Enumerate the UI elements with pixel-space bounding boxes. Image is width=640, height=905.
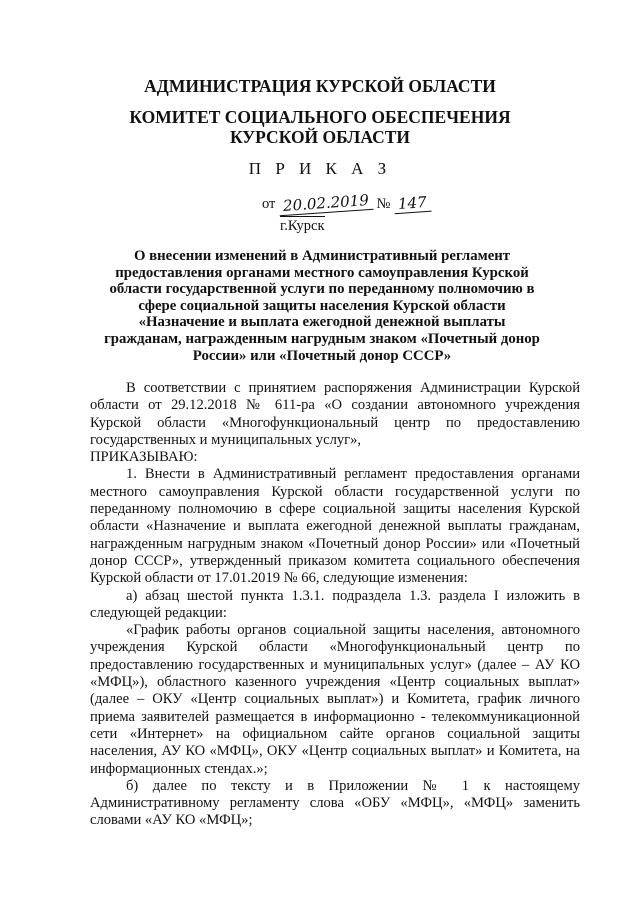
- paragraph-item-1: 1. Внести в Административный регламент предоставления органами местного самоуправления Курской области государственной услуги по переданному полномочию в сфере социальной защиты населения Курской области «Назначение и выплата ежегодной денежной выплаты гражданам, награжденным нагрудным знаком «Почетный донор России» или «Почетный донор СССР», утвержденный приказом комитета социального обеспечения Курской области от 17.01.2019 № 66, следующие изменения:: [90, 466, 580, 587]
- paragraph-preamble: В соответствии с принятием распоряжения Администрации Курской области от 29.12.2018 № 611-ра «О создании автономного учреждения Курской области «Многофункциональный центр по предоставлению государственных и муниципальных услуг»,: [90, 380, 580, 448]
- handwritten-number: 147: [393, 193, 431, 215]
- order-title: О внесении изменений в Административный регламент предоставления органами местного самоуправления Курской области государственной услуги по переданному полномочию в сфере социальной защиты населения Курской области «Назначение и выплата ежегодной денежной выплаты гражданам, награжденным нагрудным знаком «Почетный донор России» или «Почетный донор СССР»: [104, 248, 540, 364]
- handwritten-date: 20.02.2019: [278, 191, 373, 217]
- date-prefix: от: [262, 196, 276, 212]
- order-dateline: [262, 191, 431, 215]
- paragraph-schedule: «График работы органов социальной защиты населения, автономного учреждения Курской области «Многофункциональный центр по предоставлению государственных и муниципальных услуг» (далее – АУ КО «МФЦ»), областного казенного учреждения «Центр социальных выплат» (далее – ОКУ «Центр социальных выплат») и Комитета, график личного приема заявителей размещается в информационно - телекоммуникационной сети «Интернет» на официальном сайте органов социальной защиты населения, АУ КО «МФЦ», ОКУ «Центр социальных выплат» и Комитета, на информационных стендах.»;: [90, 622, 580, 777]
- order-word: П Р И К А З: [248, 159, 392, 178]
- order-body: [90, 380, 580, 830]
- paragraph-item-b: б) далее по тексту и в Приложении № 1 к настоящему Административному регламенту слова «ОБУ «МФЦ», «МФЦ» заменить словами «АУ КО «МФЦ»;: [90, 777, 580, 829]
- city-name: г.Курск: [280, 218, 325, 234]
- paragraph-order-word: ПРИКАЗЫВАЮ:: [90, 449, 198, 466]
- committee-heading-line2: КУРСКОЙ ОБЛАСТИ: [229, 127, 411, 147]
- administration-heading: АДМИНИСТРАЦИЯ КУРСКОЙ ОБЛАСТИ: [144, 76, 496, 96]
- paragraph-item-a: а) абзац шестой пункта 1.3.1. подраздела 1.3. раздела I изложить в следующей редакции:: [90, 587, 580, 621]
- committee-heading-line1: КОМИТЕТ СОЦИАЛЬНОГО ОБЕСПЕЧЕНИЯ: [129, 107, 511, 127]
- committee-heading: [0, 107, 640, 147]
- number-sign: №: [376, 196, 391, 212]
